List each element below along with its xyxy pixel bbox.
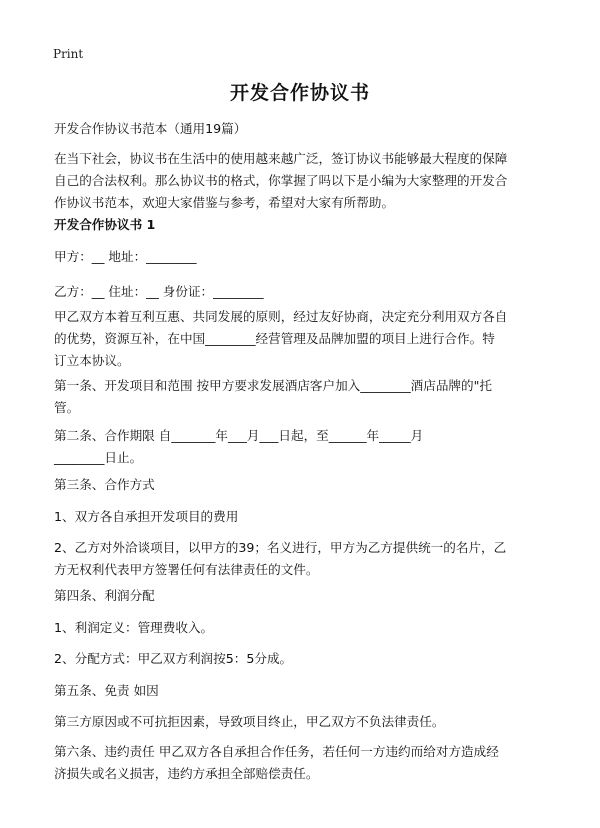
article-line: 管。 (54, 400, 80, 415)
preamble-line: 订立本协议。 (54, 353, 130, 368)
article-4-item-2: 2、分配方式：甲乙双方利润按5：5分成。 (54, 651, 293, 666)
article-line: 第一条、开发项目和范围 按甲方要求发展酒店客户加入________酒店品牌的"托 (54, 378, 492, 393)
intro-line: 自己的合法权利。那么协议书的格式，你掌握了吗以下是小编为大家整理的开发合 (54, 173, 508, 188)
document-subtitle: 开发合作协议书范本（通用19篇） (54, 121, 247, 136)
article-5-text: 第三方原因或不可抗拒因素，导致项目终止，甲乙双方不负法律责任。 (54, 714, 445, 729)
article-3-heading: 第三条、合作方式 (54, 477, 155, 492)
print-link[interactable]: Print (53, 47, 84, 61)
article-line: 济损失或名义损害，违约方承担全部赔偿责任。 (54, 766, 319, 781)
intro-line: 在当下社会，协议书在生活中的使用越来越广泛，签订协议书能够最大程度的保障 (54, 151, 508, 166)
page-title: 开发合作协议书 (229, 82, 370, 104)
intro-paragraph (54, 148, 554, 214)
article-3-item-1: 1、双方各自承担开发项目的费用 (54, 509, 239, 524)
article-1 (54, 375, 554, 419)
article-line: 第六条、违约责任 甲乙双方各自承担合作任务，若任何一方违约而给对方造成经 (54, 744, 499, 759)
article-4-item-1: 1、利润定义：管理费收入。 (54, 620, 214, 635)
article-3-item-2 (54, 537, 554, 581)
preamble-line: 甲乙双方本着互利互惠、共同发展的原则，经过友好协商，决定充分利用双方各自 (54, 309, 508, 324)
party-a-line: 甲方：__ 地址：________ (54, 249, 197, 264)
article-2 (54, 425, 554, 469)
preamble-line: 的优势，资源互补，在中国________经营管理及品牌加盟的项目上进行合作。特 (54, 331, 495, 346)
article-line: 方无权利代表甲方签署任何有法律责任的文件。 (54, 562, 319, 577)
article-4-heading: 第四条、利润分配 (54, 588, 155, 603)
article-5-heading: 第五条、免责 如因 (54, 683, 159, 698)
preamble-paragraph (54, 306, 554, 372)
section-heading: 开发合作协议书 1 (54, 217, 156, 232)
party-b-line: 乙方：__ 住址：__ 身份证：________ (54, 284, 264, 299)
article-line: 2、乙方对外洽谈项目，以甲方的39；名义进行，甲方为乙方提供统一的名片，乙 (54, 540, 507, 555)
article-6 (54, 741, 554, 785)
article-line: ________日止。 (54, 450, 143, 465)
article-line: 第二条、合作期限 自_______年___月___日起，至______年_____月 (54, 428, 424, 443)
intro-line: 作协议书范本，欢迎大家借鉴与参考，希望对大家有所帮助。 (54, 195, 395, 210)
